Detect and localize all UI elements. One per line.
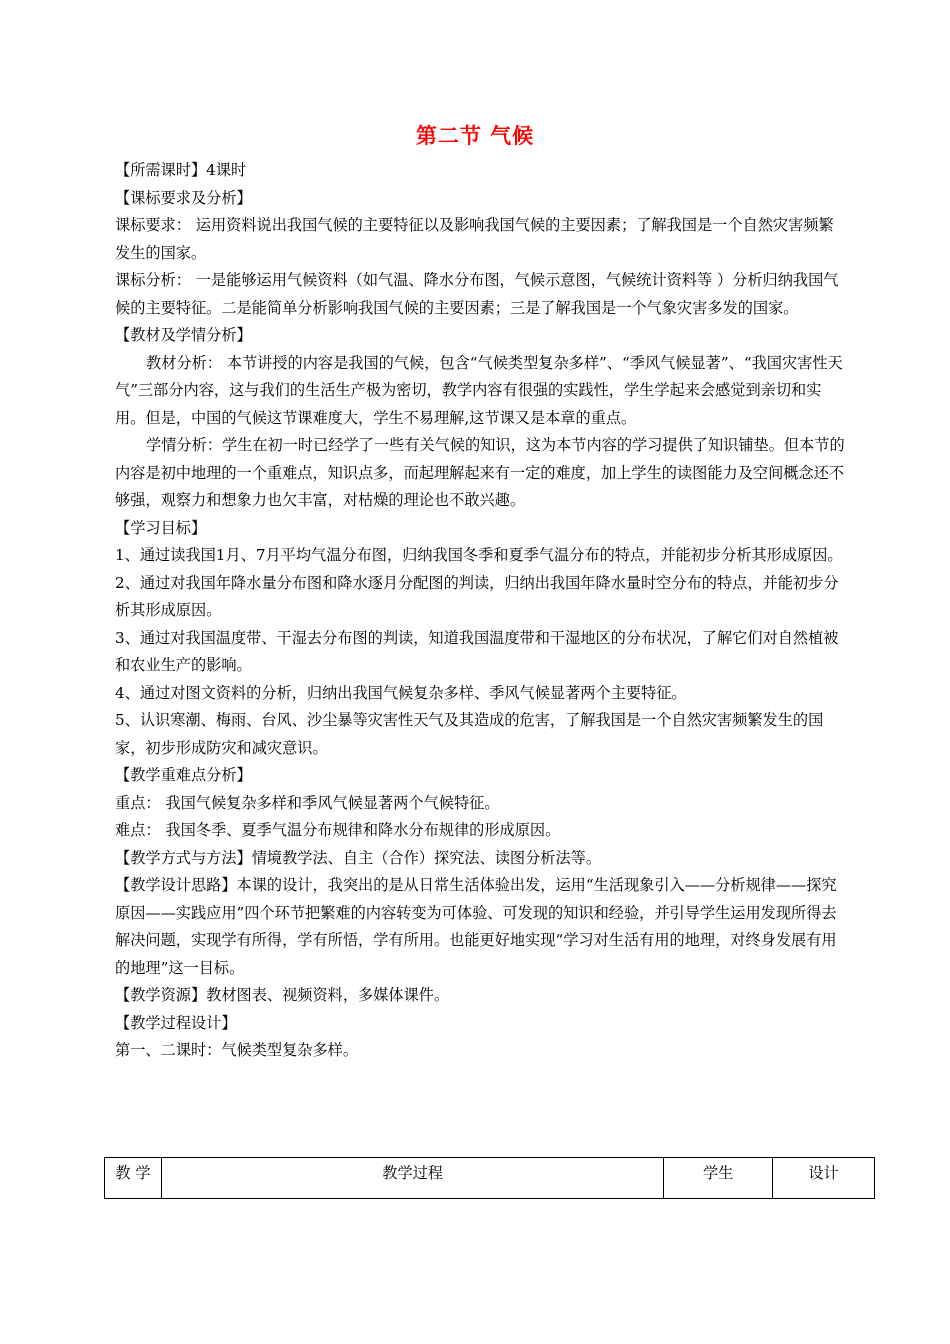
paragraph-lesson-hours: 【所需课时】4课时	[115, 161, 247, 179]
paragraph-first-second-lesson: 第一、二课时：气候类型复杂多样。	[115, 1041, 358, 1059]
goal-item-5: 5、认识寒潮、梅雨、台风、沙尘暴等灾害性天气及其造成的危害，了解我国是一个自然灾害频繁发生的国家，初步形成防灾和减灾意识。	[115, 711, 824, 757]
paragraph-curriculum-requirement: 课标要求： 运用资料说出我国气候的主要特征以及影响我国气候的主要因素；了解我国是一个自然灾害频繁发生的国家。	[115, 216, 834, 262]
document-body	[115, 157, 845, 1065]
table-header-design: 设计	[773, 1158, 875, 1199]
paragraph-key-point: 重点： 我国气候复杂多样和季风气候显著两个气候特征。	[115, 793, 500, 812]
paragraph-textbook-analysis: 教材分析： 本节讲授的内容是我国的气候，包含“气候类型复杂多样”、“季风气候显著”、“我国灾害性天气”三部分内容，这与我们的生活生产极为密切，教学内容有很强的实践性，学生学起来会感觉到亲切和实用。但是，中国的气候这节课难度大，学生不易理解,这节课又是本章的重点。	[115, 353, 843, 427]
document-title: 第二节 气候	[415, 124, 535, 148]
heading-curriculum: 【课标要求及分析】	[115, 188, 252, 207]
heading-learning-goals: 【学习目标】	[115, 518, 207, 537]
teaching-process-table	[104, 1157, 875, 1199]
goal-item-4: 4、通过对图文资料的分析，归纳出我国气候复杂多样、季风气候显著两个主要特征。	[115, 683, 687, 702]
heading-process-design: 【教学过程设计】	[115, 1013, 237, 1032]
table-header-process: 教学过程	[161, 1158, 663, 1199]
heading-key-points: 【教学重难点分析】	[115, 766, 252, 784]
table-header-teaching: 教 学	[105, 1158, 162, 1199]
table-header-student: 学生	[664, 1158, 773, 1199]
paragraph-student-analysis: 学情分析：学生在初一时已经学了一些有关气候的知识，这为本节内容的学习提供了知识铺垫。但本节的内容是初中地理的一个重难点，知识点多，而起理解起来有一定的难度，加上学生的读图能力及空间概念还不够强，观察力和想象力也欠丰富，对枯燥的理论也不敢兴趣。	[115, 436, 845, 509]
paragraph-curriculum-analysis: 课标分析： 一是能够运用气候资料（如气温、降水分布图，气候示意图，气候统计资料等 ）分析归纳我国气候的主要特征。二是能简单分析影响我国气候的主要因素；三是了解我国是一个气象灾害多发的国家。	[115, 271, 839, 317]
goal-item-3: 3、通过对我国温度带、干湿去分布图的判读，知道我国温度带和干湿地区的分布状况，了解它们对自然植被和农业生产的影响。	[115, 628, 839, 674]
table-header-row	[105, 1158, 875, 1199]
paragraph-design-idea: 【教学设计思路】本课的设计，我突出的是从日常生活体验出发，运用“生活现象引入——分析规律——探究原因——实践应用”四个环节把繁难的内容转变为可体验、可发现的知识和经验，并引导学生运用发现所得去解决问题，实现学有所得，学有所悟，学有所用。也能更好地实现“学习对生活有用的地理，对终身发展有用的地理”这一目标。	[115, 876, 837, 977]
paragraph-difficult-point: 难点： 我国冬季、夏季气温分布规律和降水分布规律的形成原因。	[115, 821, 561, 839]
paragraph-teaching-resources: 【教学资源】教材图表、视频资料，多媒体课件。	[115, 986, 450, 1004]
goal-item-2: 2、通过对我国年降水量分布图和降水逐月分配图的判读，归纳出我国年降水量时空分布的特点，并能初步分析其形成原因。	[115, 573, 839, 619]
goal-item-1: 1、通过读我国1月、7月平均气温分布图，归纳我国冬季和夏季气温分布的特点，并能初步分析其形成原因。	[115, 546, 843, 564]
heading-textbook-analysis: 【教材及学情分析】	[115, 326, 252, 344]
paragraph-teaching-methods: 【教学方式与方法】情境教学法、自主（合作）探究法、读图分析法等。	[115, 848, 601, 867]
